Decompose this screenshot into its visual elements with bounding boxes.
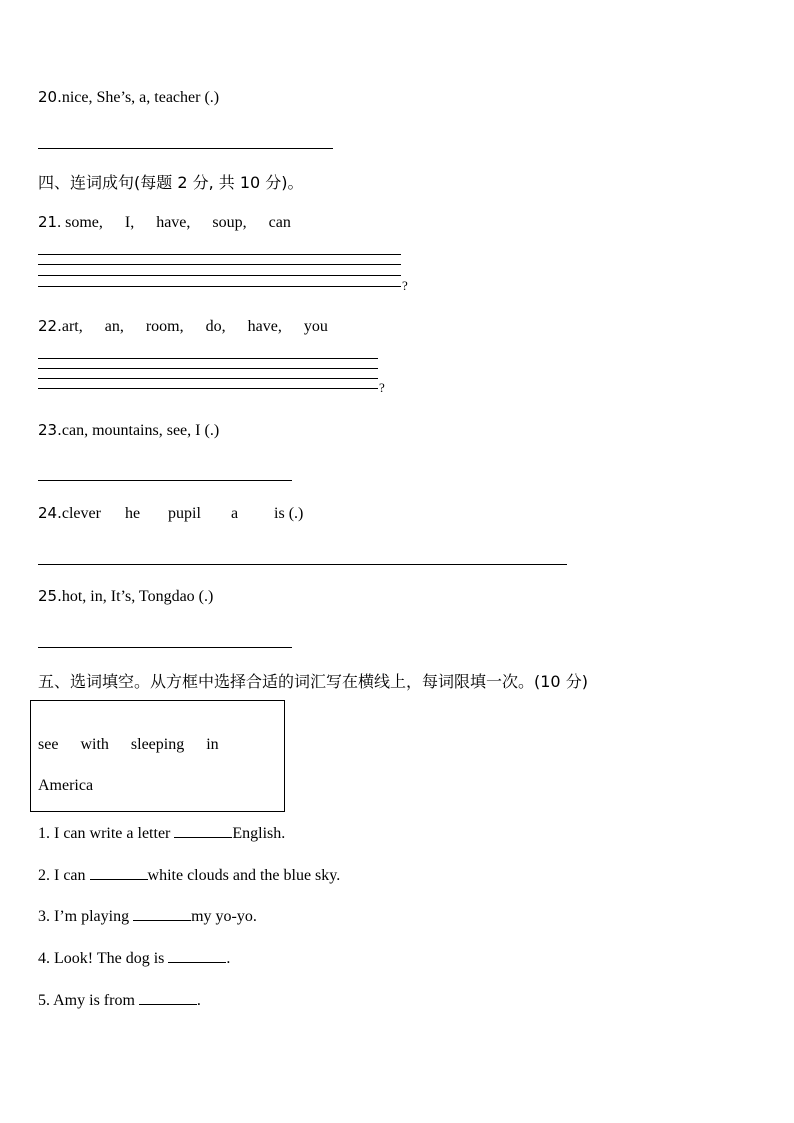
answer-blank[interactable]: [174, 823, 232, 838]
question-20: [38, 88, 219, 107]
word-option: with: [80, 736, 109, 753]
fill-sentence-4: [38, 948, 230, 968]
word: can: [268, 214, 291, 231]
question-number: 24.: [38, 504, 62, 522]
word: soup,: [212, 214, 247, 231]
answer-line[interactable]: [38, 264, 401, 265]
word-box-row: [38, 736, 219, 754]
sentence-end: my yo-yo.: [191, 908, 257, 925]
word: art,: [61, 318, 83, 335]
answer-line[interactable]: [38, 368, 378, 369]
question-21: [38, 213, 291, 232]
answer-line[interactable]: [38, 358, 378, 359]
question-words: hot, in, It’s, Tongdao (.): [61, 588, 214, 605]
answer-line[interactable]: [38, 286, 401, 287]
answer-blank[interactable]: [139, 990, 197, 1005]
sentence-end: .: [196, 992, 201, 1009]
word: pupil: [168, 505, 201, 522]
answer-blank[interactable]: [133, 906, 191, 921]
answer-line[interactable]: [38, 254, 401, 255]
answer-blank[interactable]: [168, 948, 226, 963]
word: a: [230, 505, 239, 522]
answer-line[interactable]: [38, 275, 401, 276]
question-mark: ?: [379, 380, 385, 395]
answer-blank[interactable]: [90, 865, 148, 880]
fill-sentence-1: [38, 823, 285, 843]
word: room,: [145, 318, 184, 335]
sentence-start: 1. I can write a letter: [38, 825, 175, 842]
fill-sentence-5: [38, 990, 201, 1010]
question-23: [38, 421, 219, 440]
word: an,: [104, 318, 124, 335]
sentence-start: 3. I’m playing: [38, 908, 134, 925]
word: is (.): [274, 505, 304, 522]
sentence-end: .: [226, 950, 231, 967]
section-5-heading: 五、选词填空。从方框中选择合适的词汇写在横线上，每词限填一次。(10 分): [38, 672, 588, 691]
question-24: [38, 504, 303, 523]
word: clever: [61, 505, 101, 522]
answer-line[interactable]: [38, 378, 378, 379]
word: have,: [156, 214, 191, 231]
fill-sentence-2: [38, 865, 340, 885]
sentence-end: white clouds and the blue sky.: [147, 867, 341, 884]
word-option: sleeping: [130, 736, 185, 753]
sentence-start: 2. I can: [38, 867, 90, 884]
question-number: 21: [38, 213, 58, 231]
answer-line[interactable]: [38, 564, 567, 565]
word-option: America: [38, 777, 94, 794]
word: I,: [124, 214, 135, 231]
word: he: [124, 505, 141, 522]
sentence-start: 5. Amy is from: [38, 992, 139, 1009]
question-number: 20.: [38, 88, 62, 106]
answer-line[interactable]: [38, 647, 292, 648]
question-22: [38, 317, 328, 336]
answer-line[interactable]: [38, 480, 292, 481]
word: . some,: [57, 214, 103, 231]
word-box: [30, 700, 285, 812]
question-mark: ?: [402, 278, 408, 293]
question-number: 22.: [38, 317, 62, 335]
section-4-heading: 四、连词成句(每题 2 分, 共 10 分)。: [38, 173, 304, 192]
question-words: nice, She’s, a, teacher (.): [61, 89, 220, 106]
word: you: [303, 318, 328, 335]
sentence-start: 4. Look! The dog is: [38, 950, 169, 967]
question-number: 23.: [38, 421, 62, 439]
word: do,: [205, 318, 226, 335]
word-option: in: [206, 736, 219, 753]
fill-sentence-3: [38, 906, 257, 926]
question-number: 25.: [38, 587, 62, 605]
sentence-end: English.: [232, 825, 286, 842]
answer-line[interactable]: [38, 148, 333, 149]
question-25: [38, 587, 213, 606]
word: have,: [247, 318, 282, 335]
word-option: see: [38, 736, 59, 753]
answer-line[interactable]: [38, 388, 378, 389]
question-words: can, mountains, see, I (.): [61, 422, 220, 439]
